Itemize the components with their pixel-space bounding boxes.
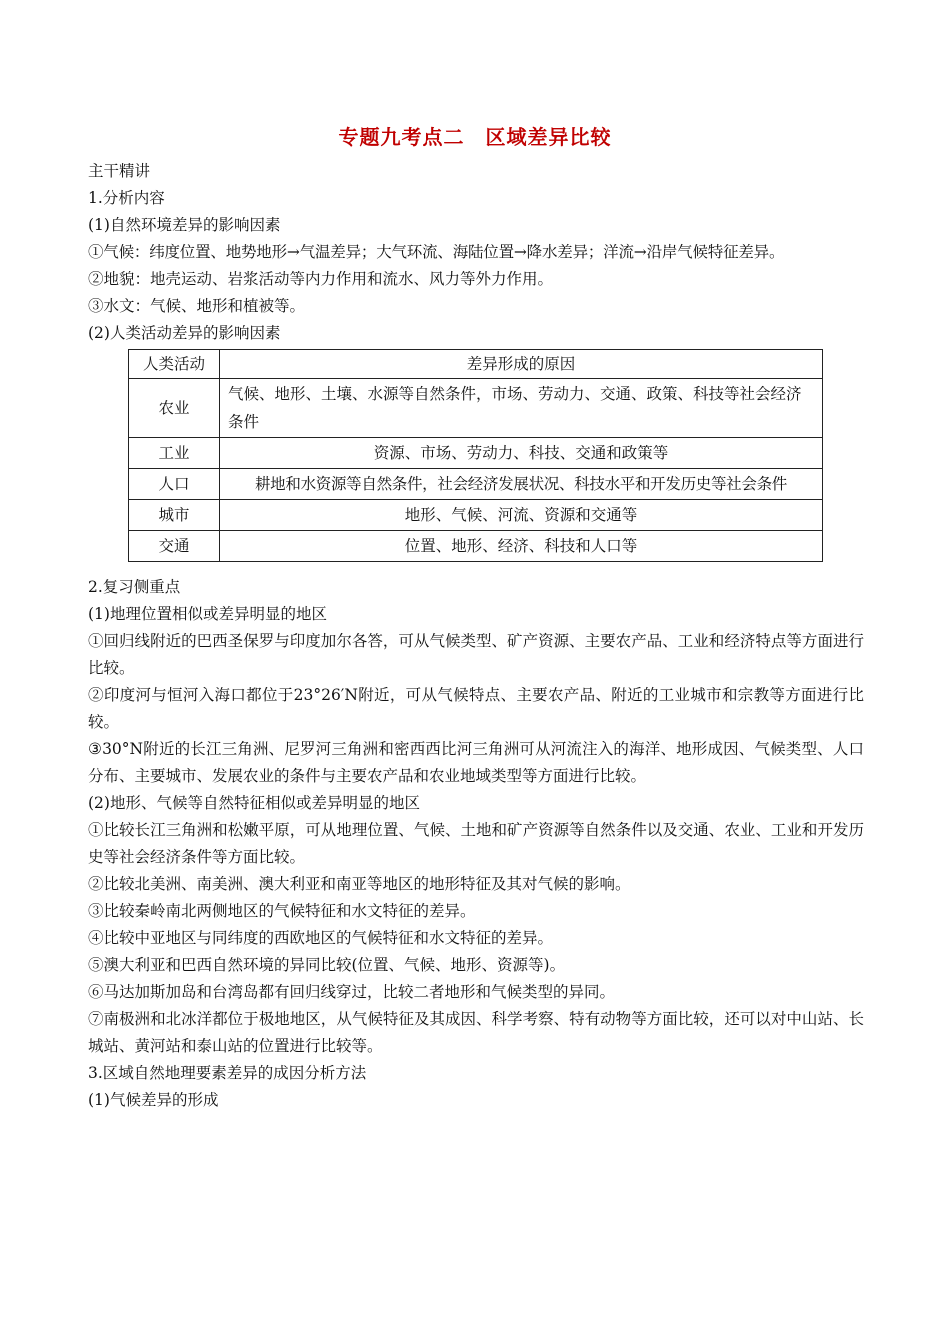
- table-header-cell: 人类活动: [129, 350, 220, 379]
- table-row: [129, 531, 823, 562]
- reason-cell: 气候、地形、土壤、水源等自然条件，市场、劳动力、交通、政策、科技等社会经济条件: [220, 379, 823, 438]
- subsection-heading: (1)自然环境差异的影响因素: [88, 216, 281, 234]
- paragraph: ①回归线附近的巴西圣保罗与印度加尔各答，可从气候类型、矿产资源、主要农产品、工业和经济特点等方面进行比较。: [88, 632, 864, 677]
- section-heading: 1.分析内容: [88, 189, 165, 207]
- activity-cell: 农业: [129, 379, 220, 438]
- activity-cell: 城市: [129, 500, 220, 531]
- document-body: [88, 158, 864, 1114]
- table-row: [129, 438, 823, 469]
- table-row: [129, 469, 823, 500]
- reason-cell: 耕地和水资源等自然条件，社会经济发展状况、科技水平和开发历史等社会条件: [220, 469, 823, 500]
- subsection-heading: (1)气候差异的形成: [88, 1091, 219, 1109]
- table-header-row: [129, 350, 823, 379]
- page-title: 专题九考点二 区域差异比较: [338, 125, 612, 149]
- section-heading: 2.复习侧重点: [88, 578, 181, 596]
- table-row: [129, 500, 823, 531]
- subsection-heading: (2)地形、气候等自然特征相似或差异明显的地区: [88, 794, 420, 812]
- paragraph: ①比较长江三角洲和松嫩平原，可从地理位置、气候、土地和矿产资源等自然条件以及交通、农业、工业和开发历史等社会经济条件等方面比较。: [88, 821, 864, 866]
- paragraph: ③比较秦岭南北两侧地区的气候特征和水文特征的差异。: [88, 902, 476, 920]
- paragraph: ②地貌：地壳运动、岩浆活动等内力作用和流水、风力等外力作用。: [88, 270, 554, 288]
- paragraph: ①气候：纬度位置、地势地形→气温差异；大气环流、海陆位置→降水差异；洋流→沿岸气候特征差异。: [88, 243, 785, 261]
- reason-cell: 地形、气候、河流、资源和交通等: [220, 500, 823, 531]
- subsection-heading: (2)人类活动差异的影响因素: [88, 324, 281, 342]
- table-header-cell: 差异形成的原因: [220, 350, 823, 379]
- paragraph: ⑤澳大利亚和巴西自然环境的异同比较(位置、气候、地形、资源等)。: [88, 956, 566, 974]
- paragraph: ②比较北美洲、南美洲、澳大利亚和南亚等地区的地形特征及其对气候的影响。: [88, 875, 631, 893]
- paragraph: ②印度河与恒河入海口都位于23°26′N附近，可从气候特点、主要农产品、附近的工业城市和宗教等方面进行比较。: [88, 686, 864, 731]
- paragraph: ③水文：气候、地形和植被等。: [88, 297, 306, 315]
- subsection-heading: (1)地理位置相似或差异明显的地区: [88, 605, 327, 623]
- activity-cell: 人口: [129, 469, 220, 500]
- section-heading: 3.区域自然地理要素差异的成因分析方法: [88, 1064, 367, 1082]
- paragraph: ④比较中亚地区与同纬度的西欧地区的气候特征和水文特征的差异。: [88, 929, 554, 947]
- paragraph: ⑥马达加斯加岛和台湾岛都有回归线穿过，比较二者地形和气候类型的异同。: [88, 983, 616, 1001]
- section-heading: 主干精讲: [88, 162, 151, 180]
- reason-cell: 资源、市场、劳动力、科技、交通和政策等: [220, 438, 823, 469]
- factors-table: [128, 349, 823, 562]
- reason-cell: 位置、地形、经济、科技和人口等: [220, 531, 823, 562]
- paragraph: ③30°N附近的长江三角洲、尼罗河三角洲和密西西比河三角洲可从河流注入的海洋、地形成因、气候类型、人口分布、主要城市、发展农业的条件与主要农产品和农业地域类型等方面进行比较。: [88, 740, 864, 785]
- paragraph: ⑦南极洲和北冰洋都位于极地地区，从气候特征及其成因、科学考察、特有动物等方面比较，还可以对中山站、长城站、黄河站和泰山站的位置进行比较等。: [88, 1010, 864, 1055]
- activity-cell: 交通: [129, 531, 220, 562]
- table-row: [129, 379, 823, 438]
- activity-cell: 工业: [129, 438, 220, 469]
